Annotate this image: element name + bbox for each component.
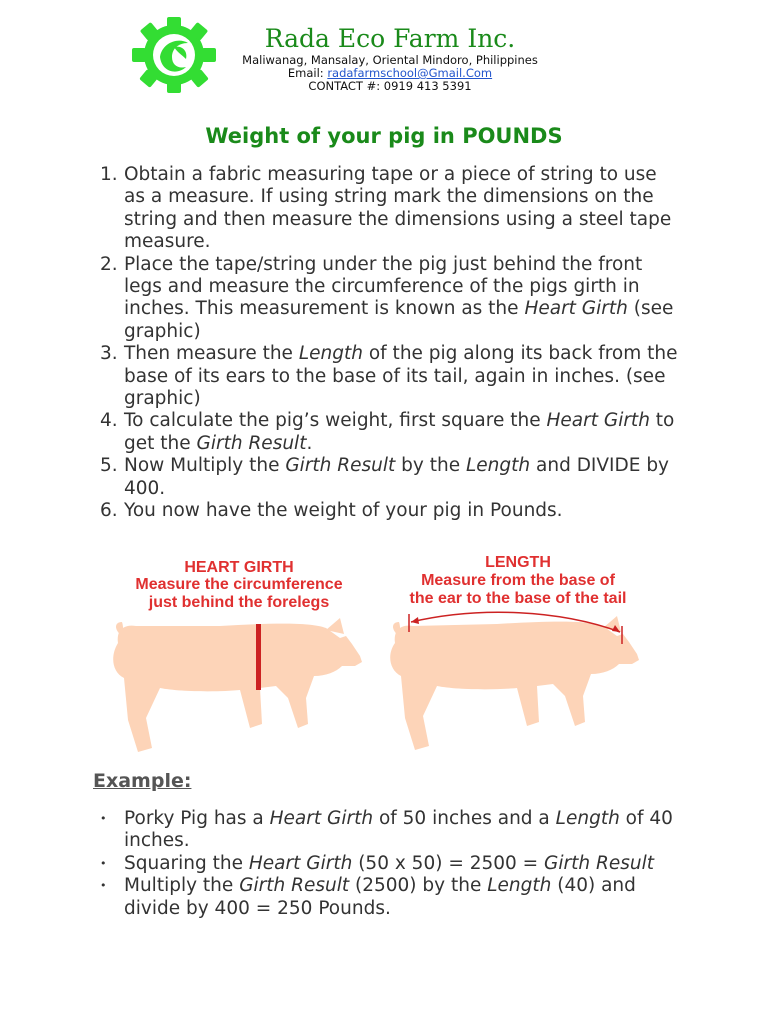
emphasized-term: Heart Girth xyxy=(546,410,650,432)
text-run: Place the tape/string under the pig just behind the front legs and measure the circumference of the pigs girth in inches. This measurement is known as the xyxy=(124,253,643,320)
emphasized-term: Heart Girth xyxy=(248,852,353,874)
example-item xyxy=(100,875,680,920)
text-run: Porky Pig has a xyxy=(124,808,270,829)
text-run: of the pig along its back from the base of its ears to the base of its tail, again in inches. (see graphic) xyxy=(124,343,678,410)
text-run: (50 x 50) = 2500 = xyxy=(352,852,545,874)
example-item xyxy=(100,852,680,875)
emphasized-term: Girth Result xyxy=(196,432,307,454)
company-name: Rada Eco Farm Inc. xyxy=(264,24,516,53)
company-info xyxy=(200,24,580,93)
company-address: Maliwanag, Mansalay, Oriental Mindoro, Philippines xyxy=(242,53,538,67)
page-title: Weight of your pig in POUNDS xyxy=(205,124,563,148)
step-item xyxy=(100,455,680,500)
pig-silhouette-right-icon xyxy=(390,616,639,750)
length-start-arrowhead xyxy=(411,617,419,624)
length-title: LENGTH xyxy=(485,554,551,571)
text-run: (see graphic) xyxy=(124,298,674,342)
emphasized-term: Girth Result xyxy=(239,875,350,897)
heart-girth-title: HEART GIRTH xyxy=(184,559,294,576)
step-number: 6. xyxy=(100,500,118,522)
text-run: Squaring the xyxy=(124,852,249,874)
text-run: Obtain a fabric measuring tape or a piece of string to use as a measure. If using string mark the dimensions on the string and then measure the dimensions using a steel tape measure. xyxy=(124,164,672,253)
heart-girth-line1: Measure the circumference xyxy=(135,576,343,593)
text-run: to get the xyxy=(124,410,675,454)
contact-number: CONTACT #: 0919 413 5391 xyxy=(308,79,472,93)
length-line2: the ear to the base of the tail xyxy=(409,590,627,607)
bullet-icon: • xyxy=(100,856,107,870)
emphasized-term: Length xyxy=(298,343,363,365)
step-item xyxy=(100,343,680,410)
text-run: Then measure the xyxy=(124,343,299,365)
step-item xyxy=(100,410,680,455)
text-run: . xyxy=(306,432,313,454)
text-run: of 50 inches and a xyxy=(373,808,556,829)
step-number: 3. xyxy=(100,343,118,365)
step-number: 2. xyxy=(100,253,118,275)
length-line1: Measure from the base of xyxy=(421,572,615,589)
text-run: (2500) by the xyxy=(349,875,488,897)
step-number: 1. xyxy=(100,164,118,185)
text-run: Now Multiply the xyxy=(124,455,286,477)
emphasized-term: Heart Girth xyxy=(269,808,374,829)
step-item xyxy=(100,500,680,522)
emphasized-term: Length xyxy=(555,808,620,829)
text-run: Multiply the xyxy=(124,875,240,897)
pig-silhouette-left-icon xyxy=(113,618,362,752)
step-item xyxy=(100,253,680,344)
heart-girth-line2: just behind the forelegs xyxy=(148,594,330,611)
bullet-icon: • xyxy=(100,879,107,893)
text-run: To calculate the pig’s weight, first square the xyxy=(124,410,547,432)
instruction-steps xyxy=(100,164,680,523)
text-run: by the xyxy=(395,455,466,477)
emphasized-term: Girth Result xyxy=(285,455,396,477)
example-item xyxy=(100,808,680,853)
example-heading: Example: xyxy=(93,770,192,792)
heart-girth-marker xyxy=(256,624,261,690)
step-number: 4. xyxy=(100,410,118,432)
emphasized-term: Length xyxy=(465,455,531,477)
email-label: Email: xyxy=(287,66,328,80)
text-run: of 40 inches. xyxy=(124,808,673,852)
bullet-icon: • xyxy=(100,812,107,825)
letterhead xyxy=(0,0,768,110)
text-run: (40) and divide by 400 = 250 Pounds. xyxy=(124,875,636,919)
example-list xyxy=(100,808,680,920)
pig-measurement-diagram xyxy=(100,548,670,763)
text-run: You now have the weight of your pig in Pounds. xyxy=(124,500,563,522)
emphasized-term: Heart Girth xyxy=(524,298,628,320)
text-run: and DIVIDE by 400. xyxy=(124,455,670,499)
emphasized-term: Girth Result xyxy=(544,852,654,874)
emphasized-term: Length xyxy=(487,875,552,897)
email-link[interactable]: radafarmschool@Gmail.Com xyxy=(327,66,493,80)
step-item xyxy=(100,164,680,254)
step-number: 5. xyxy=(100,455,118,477)
